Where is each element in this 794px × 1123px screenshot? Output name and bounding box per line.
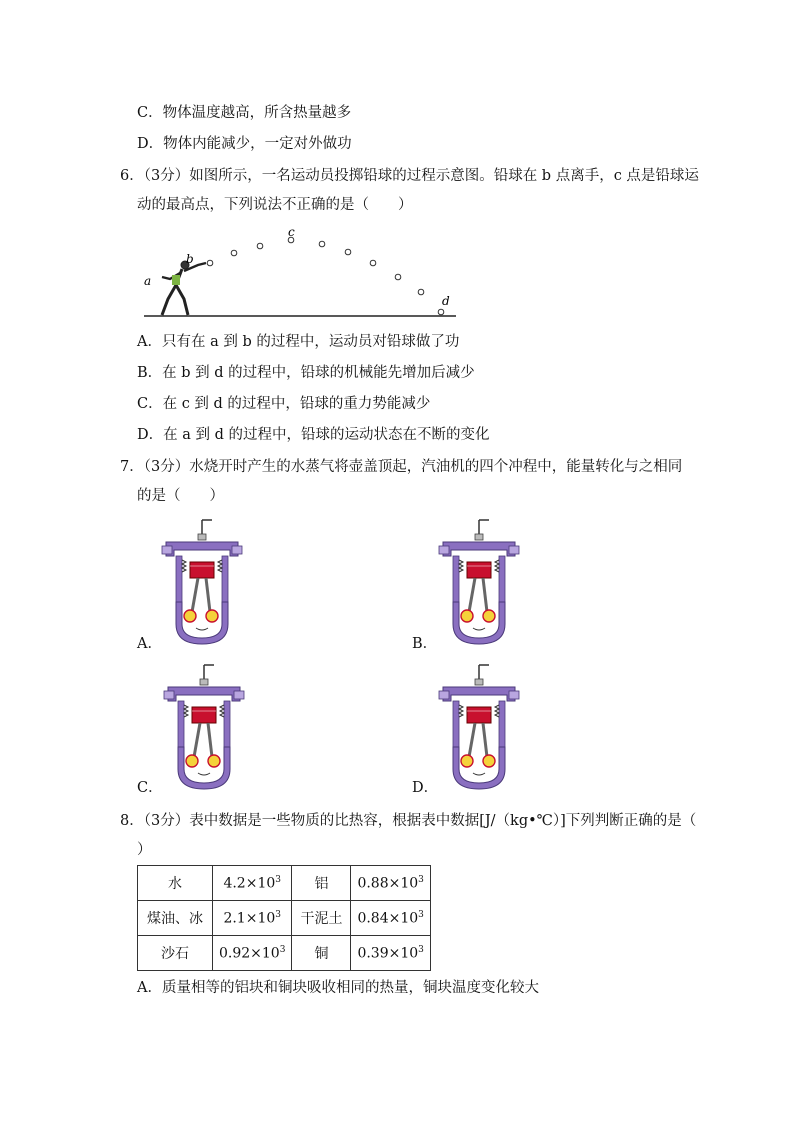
q6-stem-line2: 动的最高点，下列说法不正确的是（ ） xyxy=(137,197,413,213)
q7-stem-line1: 7．（3分）水烧开时产生的水蒸气将壶盖顶起，汽油机的四个冲程中，能量转化与之相同 xyxy=(120,459,683,475)
table-row xyxy=(138,866,431,901)
engine-diagram-a xyxy=(160,520,250,650)
engine-diagram-b xyxy=(437,520,527,650)
q6-stem-line1: 6．（3分）如图所示，一名运动员投掷铅球的过程示意图。铅球在 b 点离手，c 点是铅球运 xyxy=(120,168,699,184)
q7-label-b: B． xyxy=(412,636,438,652)
table-cell: $0.88\times 10^3$ xyxy=(351,866,430,901)
table-cell: 水 xyxy=(138,866,213,901)
table-cell: 煤油、冰 xyxy=(138,901,213,936)
table-cell: 沙石 xyxy=(138,936,213,971)
specific-heat-table xyxy=(137,865,431,971)
table-cell: $0.92\times 10^3$ xyxy=(213,936,292,971)
q6-option-b: B．在 b 到 d 的过程中，铅球的机械能先增加后减少 xyxy=(137,365,475,381)
table-row xyxy=(138,901,431,936)
engine-diagram-c xyxy=(162,665,252,795)
q7-label-c: C． xyxy=(137,780,163,796)
table-cell: 干泥土 xyxy=(292,901,351,936)
engine-diagram-d xyxy=(437,665,527,795)
label-c: c xyxy=(288,225,295,239)
table-cell: $0.39\times 10^3$ xyxy=(351,936,430,971)
q8-stem-line1: 8．（3分）表中数据是一些物质的比热容，根据表中数据[J/（kg•℃）]下列判断正确的是（ xyxy=(120,813,697,829)
q7-label-a: A． xyxy=(137,636,162,652)
label-b: b xyxy=(186,252,194,266)
q8-option-a: A．质量相等的铝块和铜块吸收相同的热量，铜块温度变化较大 xyxy=(137,980,539,996)
q8-stem-line2: ） xyxy=(137,842,152,858)
table-cell: $4.2\times 10^3$ xyxy=(213,866,292,901)
table-cell: 铝 xyxy=(292,866,351,901)
q6-option-d: D．在 a 到 d 的过程中，铅球的运动状态在不断的变化 xyxy=(137,427,490,443)
trajectory-dots xyxy=(207,237,444,315)
table-cell: $0.84\times 10^3$ xyxy=(351,901,430,936)
athlete-figure xyxy=(162,261,206,315)
q7-label-d: D． xyxy=(412,780,439,796)
label-a: a xyxy=(144,274,152,288)
table-cell: 铜 xyxy=(292,936,351,971)
label-d: d xyxy=(442,294,450,308)
q7-stem-line2: 的是（ ） xyxy=(137,488,224,504)
shot-put-figure xyxy=(140,225,460,320)
table-row xyxy=(138,936,431,971)
q6-option-c: C．在 c 到 d 的过程中，铅球的重力势能减少 xyxy=(137,396,431,412)
table-cell: $2.1\times 10^3$ xyxy=(213,901,292,936)
q6-option-a: A．只有在 a 到 b 的过程中，运动员对铅球做了功 xyxy=(137,334,460,350)
q5-option-c: C．物体温度越高，所含热量越多 xyxy=(137,105,352,121)
q5-option-d: D．物体内能减少，一定对外做功 xyxy=(137,136,352,152)
